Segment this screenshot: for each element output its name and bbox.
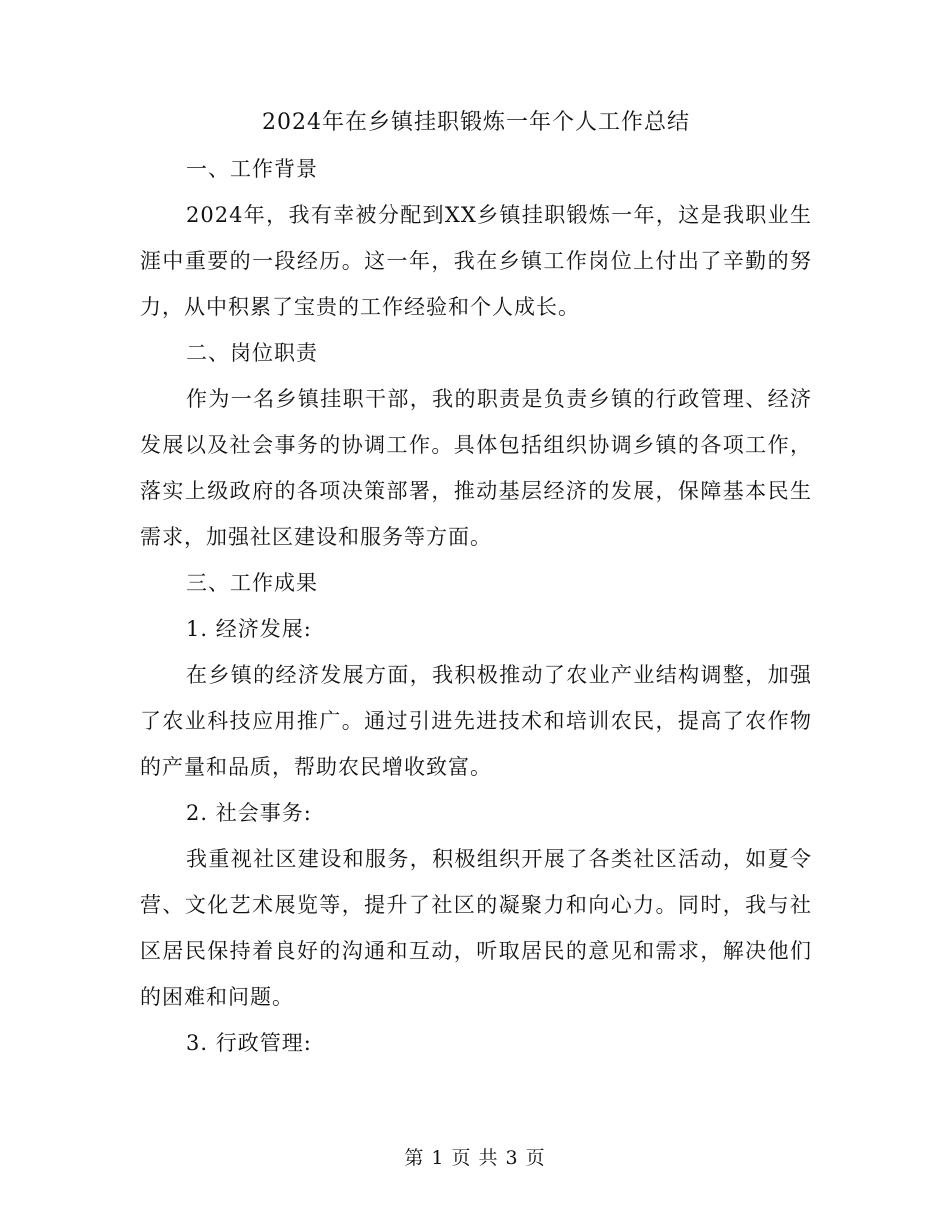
- document-title: 2024年在乡镇挂职锻炼一年个人工作总结: [262, 110, 690, 135]
- section-heading-results: 三、工作成果: [186, 571, 318, 595]
- page-number-footer: 第 1 页 共 3 页: [404, 1147, 546, 1169]
- subheading-social: 2. 社会事务:: [186, 801, 312, 825]
- section-heading-background: 一、工作背景: [186, 157, 318, 181]
- paragraph-duties: 作为一名乡镇挂职干部，我的职责是负责乡镇的行政管理、经济发展以及社会事务的协调工作。具体包括组织协调乡镇的各项工作，落实上级政府的各项决策部署，推动基层经济的发展，保障基本民生需求，加强社区建设和服务等方面。: [140, 387, 812, 549]
- subheading-economy: 1. 经济发展:: [186, 617, 312, 641]
- subheading-admin: 3. 行政管理:: [186, 1031, 312, 1055]
- document-body: [140, 100, 812, 1066]
- paragraph-economy: 在乡镇的经济发展方面，我积极推动了农业产业结构调整，加强了农业科技应用推广。通过引进先进技术和培训农民，提高了农作物的产量和品质，帮助农民增收致富。: [140, 663, 812, 779]
- section-heading-duties: 二、岗位职责: [186, 341, 318, 365]
- paragraph-background: 2024年，我有幸被分配到XX乡镇挂职锻炼一年，这是我职业生涯中重要的一段经历。这一年，我在乡镇工作岗位上付出了辛勤的努力，从中积累了宝贵的工作经验和个人成长。: [140, 203, 812, 319]
- paragraph-social: 我重视社区建设和服务，积极组织开展了各类社区活动，如夏令营、文化艺术展览等，提升了社区的凝聚力和向心力。同时，我与社区居民保持着良好的沟通和互动，听取居民的意见和需求，解决他们的困难和问题。: [140, 847, 812, 1009]
